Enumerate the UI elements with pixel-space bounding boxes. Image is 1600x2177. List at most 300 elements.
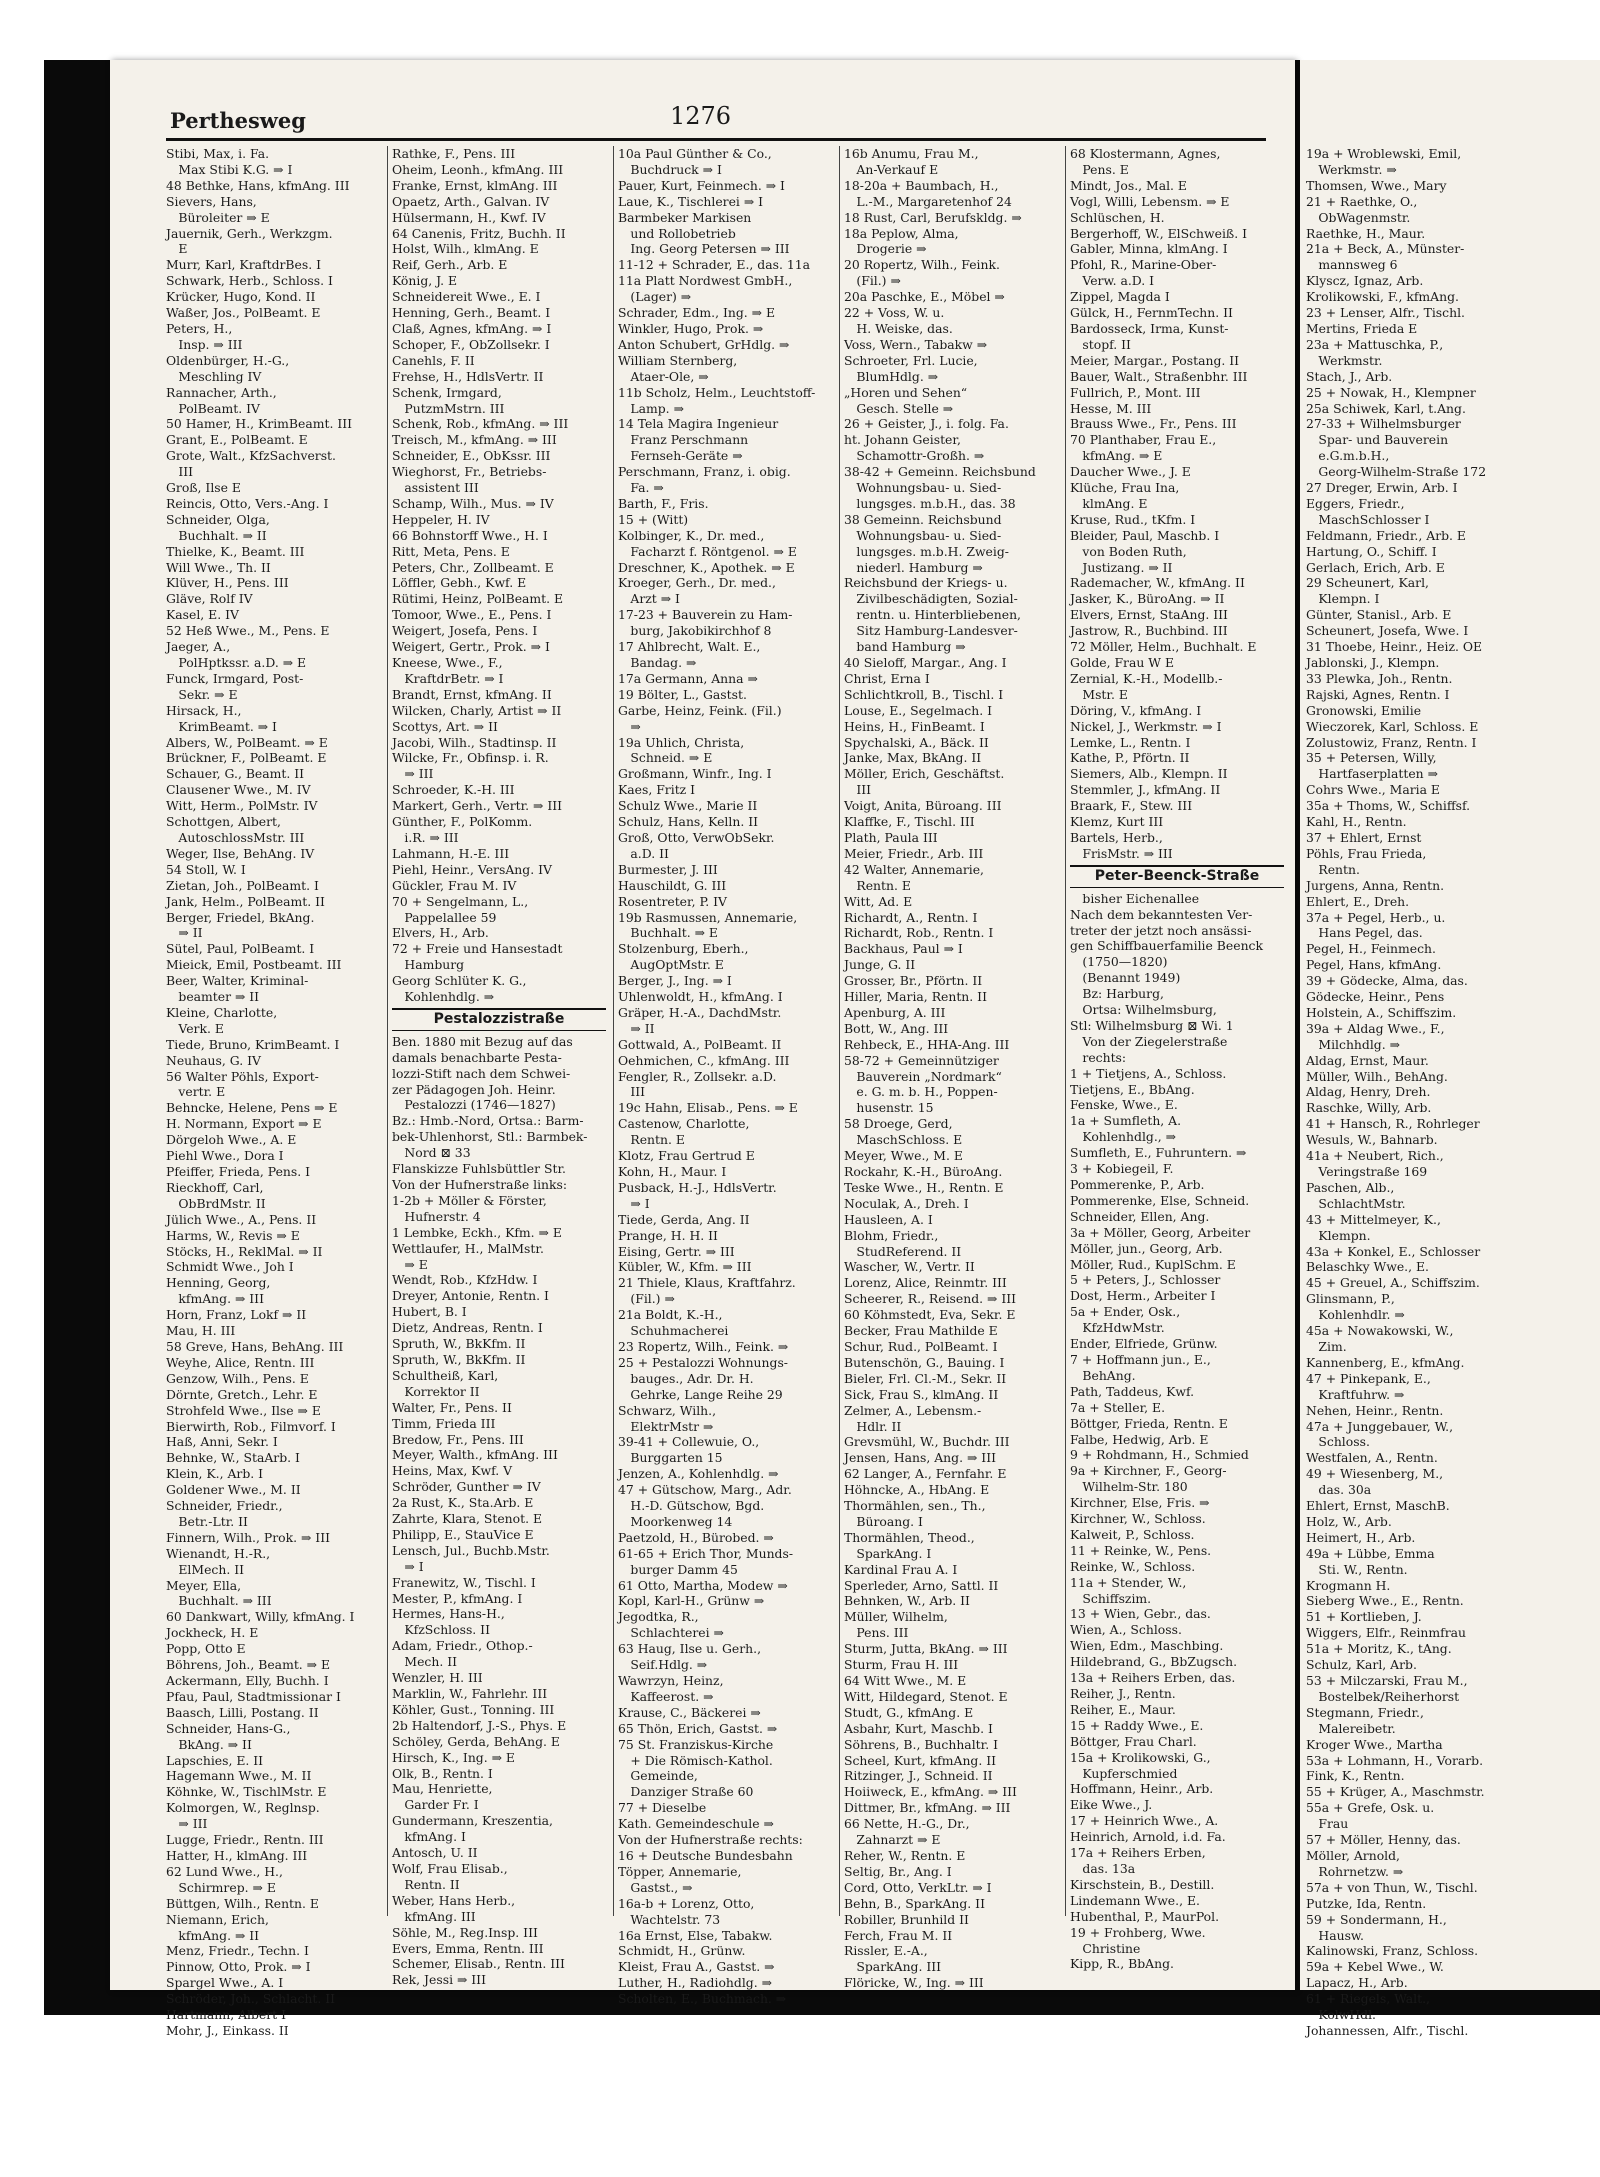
directory-entry-line: Schottgen, Albert, — [166, 814, 281, 830]
directory-entry-line: PolBeamt. IV — [166, 400, 260, 416]
directory-entry-line: Stöcks, H., ReklMal. ⇒ II — [166, 1243, 323, 1259]
directory-entry-line: Kardinal Frau A. I — [844, 1561, 958, 1577]
directory-entry-line: AugOptMstr. E — [618, 957, 724, 973]
directory-entry-line: Frau — [1306, 1816, 1349, 1832]
directory-entry-line: Waßer, Jos., PolBeamt. E — [166, 305, 321, 321]
directory-entry-line: 37a + Pegel, Herb., u. — [1306, 909, 1446, 925]
directory-entry-line: 70 + Sengelmann, L., — [392, 893, 529, 909]
directory-entry-line: Kupferschmied — [1070, 1765, 1178, 1781]
directory-entry-line: Büttgen, Wilh., Rentn. E — [166, 1895, 319, 1911]
directory-entry-line: Schmidt, H., Grünw. — [618, 1943, 746, 1959]
directory-entry-line: 43a + Konkel, E., Schlosser — [1306, 1243, 1481, 1259]
directory-entry-line: Meyer, Wwe., M. E — [844, 1148, 963, 1164]
directory-entry-line: Klaffke, F., Tischl. III — [844, 814, 975, 830]
directory-entry-line: Rockahr, K.-H., BüroAng. — [844, 1164, 1003, 1179]
directory-entry-line: Bz: Harburg, — [1070, 986, 1164, 1002]
directory-entry-line: Aldag, Ernst, Maur. — [1306, 1052, 1429, 1068]
directory-entry-line: 13a + Reihers Erben, das. — [1070, 1670, 1236, 1686]
directory-entry-line: Schlachterei ⇒ — [618, 1625, 724, 1641]
directory-entry-line: Schneid. ⇒ E — [618, 750, 713, 766]
directory-entry-line: Philipp, E., StauVice E — [392, 1526, 534, 1542]
directory-entry-line: Kolbinger, K., Dr. med., — [618, 527, 765, 543]
directory-entry-line: Cohrs Wwe., Maria E — [1306, 782, 1440, 798]
page-number: 1276 — [670, 102, 732, 130]
directory-entry-line: Dittmer, Br., kfmAng. ⇒ III — [844, 1800, 1011, 1816]
directory-entry-line: 61 Otto, Martha, Modew ⇒ — [618, 1577, 788, 1593]
directory-entry-line: BkAng. ⇒ II — [166, 1736, 252, 1752]
directory-entry-line: Laue, K., Tischlerei ⇒ I — [618, 193, 764, 209]
directory-entry-line: 59 + Sondermann, H., — [1306, 1911, 1447, 1927]
directory-entry-line: kfmAng. III — [392, 1908, 476, 1924]
directory-entry-line: Buchhalt. ⇒ III — [166, 1593, 272, 1609]
directory-entry-line: 47a + Junggebauer, W., — [1306, 1418, 1454, 1434]
directory-entry-line: Pappelallee 59 — [392, 909, 497, 925]
directory-entry-line: Groß, Ilse E — [166, 480, 241, 496]
directory-entry-line: 11a Platt Nordwest GmbH., — [618, 273, 793, 289]
directory-entry-line: Scholten, E., Buchmach. ⇒ — [618, 1991, 787, 2007]
directory-entry-line: Evers, Emma, Rentn. III — [392, 1940, 544, 1956]
directory-entry-line: Jurgens, Anna, Rentn. — [1306, 877, 1445, 893]
directory-entry-line: Max Stibi K.G. ⇒ I — [166, 161, 293, 177]
directory-entry-line: Günter, Stanisl., Arb. E — [1306, 607, 1452, 623]
directory-entry-line: Schneider, Ellen, Ang. — [1070, 1208, 1210, 1224]
directory-entry-line: kfmAng. ⇒ E — [1070, 448, 1163, 464]
directory-entry-line: Jacobi, Wilh., Stadtinsp. II — [392, 734, 557, 750]
directory-entry-line: Betr.-Ltr. II — [166, 1513, 248, 1529]
directory-entry-line: Rajski, Agnes, Rentn. I — [1306, 686, 1450, 702]
directory-entry-line: Feldmann, Friedr., Arb. E — [1306, 527, 1466, 543]
directory-entry-line: 72 Möller, Helm., Buchhalt. E — [1070, 639, 1257, 655]
directory-entry-line: Burggarten 15 — [618, 1450, 723, 1466]
directory-entry-line: PolHptkssr. a.D. ⇒ E — [166, 655, 307, 670]
directory-entry-line: Peters, Chr., Zollbeamt. E — [392, 559, 554, 575]
directory-entry-line: 70 Planthaber, Frau E., — [1070, 432, 1217, 448]
directory-entry-line: Jasker, K., BüroAng. ⇒ II — [1070, 591, 1225, 607]
directory-entry-line: Müller, Wilhelm, — [844, 1609, 948, 1625]
directory-entry-line: Blohm, Friedr., — [844, 1227, 939, 1243]
directory-entry-line: burg, Jakobikirchhof 8 — [618, 623, 772, 639]
directory-entry-line: Reincis, Otto, Vers.-Ang. I — [166, 495, 329, 511]
directory-entry-line: Veringstraße 169 — [1306, 1164, 1428, 1179]
directory-entry-line: Falbe, Hedwig, Arb. E — [1070, 1431, 1209, 1447]
directory-entry-line: Spruth, W., BkKfm. II — [392, 1336, 526, 1352]
directory-entry-line: 42 Walter, Annemarie, — [844, 861, 984, 877]
directory-entry-line: Jülich Wwe., A., Pens. II — [166, 1211, 317, 1227]
directory-entry-line: Eggers, Friedr., — [1306, 495, 1405, 511]
directory-entry-line: Schwark, Herb., Schloss. I — [166, 273, 333, 289]
directory-entry-line: Buchdruck ⇒ I — [618, 161, 722, 177]
directory-entry-line: Weber, Hans Herb., — [392, 1892, 516, 1908]
directory-entry-line: 43 + Mittelmeyer, K., — [1306, 1211, 1441, 1227]
directory-entry-line: Albers, W., PolBeamt. ⇒ E — [166, 734, 328, 750]
directory-entry-line: Wolf, Frau Elisab., — [392, 1860, 508, 1876]
directory-entry-line: Henning, Gerh., Beamt. I — [392, 305, 551, 321]
directory-entry-line: PutzmMstrn. III — [392, 400, 505, 416]
directory-entry-line: Verk. E — [166, 1020, 224, 1036]
directory-entry-line: Stibi, Max, i. Fa. — [166, 146, 270, 161]
directory-entry-line: Bartels, Herb., — [1070, 829, 1163, 845]
directory-entry-line: Vogl, Willi, Lebensm. ⇒ E — [1070, 193, 1230, 209]
directory-column-5 — [1070, 146, 1284, 1972]
directory-entry-line: Sick, Frau S., klmAng. II — [844, 1386, 999, 1402]
directory-entry-line: Sütel, Paul, PolBeamt. I — [166, 941, 315, 957]
directory-entry-line: Christ, Erna I — [844, 670, 930, 686]
directory-entry-line: Eising, Gertr. ⇒ III — [618, 1243, 735, 1259]
directory-entry-line: Hausw. — [1306, 1927, 1364, 1943]
directory-entry-line: Mohr, J., Einkass. II — [166, 2022, 289, 2038]
directory-entry-line: Ehlert, Ernst, MaschB. — [1306, 1498, 1450, 1514]
directory-entry-line: Markert, Gerh., Vertr. ⇒ III — [392, 798, 563, 814]
directory-entry-line: Zahrte, Klara, Stenot. E — [392, 1511, 543, 1527]
directory-entry-line: Kirschstein, B., Destill. — [1070, 1876, 1215, 1892]
directory-entry-line: Spruth, W., BkKfm. II — [392, 1351, 526, 1367]
directory-entry-line: Ferch, Frau M. II — [844, 1927, 953, 1943]
directory-entry-line: Jensen, Hans, Ang. ⇒ III — [844, 1450, 996, 1466]
directory-entry-line: band Hamburg ⇒ — [844, 639, 966, 655]
directory-entry-line: Thielke, K., Beamt. III — [166, 543, 305, 559]
directory-entry-line: Georg Schlüter K. G., — [392, 973, 527, 989]
directory-entry-line: Burmester, J. III — [618, 861, 718, 877]
directory-entry-line: Bandag. ⇒ — [618, 655, 697, 670]
directory-entry-line: Werkmstr. ⇒ — [1306, 161, 1397, 177]
directory-entry-line: Genzow, Wilh., Pens. E — [166, 1370, 309, 1386]
directory-entry-line: Backhaus, Paul ⇒ I — [844, 941, 963, 957]
directory-entry-line: Teske Wwe., H., Rentn. E — [844, 1179, 1004, 1195]
directory-entry-line: Kaffeerost. ⇒ — [618, 1688, 714, 1704]
directory-entry-line: Schmidt Wwe., Joh I — [166, 1259, 294, 1275]
directory-entry-line: Strohfeld Wwe., Ilse ⇒ E — [166, 1402, 321, 1418]
directory-entry-line: Pegel, H., Feinmech. — [1306, 941, 1436, 957]
directory-entry-line: niederl. Hamburg ⇒ — [844, 559, 983, 575]
directory-entry-line: (Benannt 1949) — [1070, 970, 1181, 986]
directory-entry-line: Adam, Friedr., Othop.- — [392, 1638, 533, 1654]
directory-entry-line: Pens. E — [1070, 161, 1129, 177]
directory-entry-line: Nickel, J., Werkmstr. ⇒ I — [1070, 718, 1222, 734]
directory-entry-line: Schröder, Joh., Schlacht. II — [166, 1991, 336, 2007]
directory-entry-line: Wienandt, H.-R., — [166, 1545, 271, 1561]
directory-entry-line: burger Damm 45 — [618, 1561, 738, 1577]
directory-entry-line: Ritt, Meta, Pens. E — [392, 543, 510, 559]
directory-entry-line: Piehl, Heinr., VersAng. IV — [392, 861, 552, 877]
directory-entry-line: Büroleiter ⇒ E — [166, 209, 270, 225]
directory-entry-line: Rosentreter, P. IV — [618, 893, 727, 909]
directory-entry-line: 77 + Dieselbe — [618, 1800, 707, 1816]
directory-entry-line: Weger, Ilse, BehAng. IV — [166, 845, 315, 861]
directory-entry-line: Uhlenwoldt, H., kfmAng. I — [618, 989, 783, 1005]
directory-entry-line: 52 Heß Wwe., M., Pens. E — [166, 623, 330, 639]
directory-entry-line: Mieick, Emil, Postbeamt. III — [166, 957, 342, 973]
directory-entry-line: Richardt, Rob., Rentn. I — [844, 925, 994, 941]
directory-entry-line: Meyer, Ella, — [166, 1577, 242, 1593]
directory-entry-line: 35a + Thoms, W., Schiffsf. — [1306, 798, 1471, 814]
directory-entry-line: Buchhalt. ⇒ II — [166, 527, 267, 543]
directory-entry-line: Mech. II — [392, 1654, 457, 1670]
directory-entry-line: Wesuls, W., Bahnarb. — [1306, 1132, 1438, 1148]
directory-entry-line: Wien, Edm., Maschbing. — [1070, 1638, 1224, 1654]
directory-entry-line: III — [166, 464, 194, 480]
directory-entry-line: Elvers, Ernst, StaAng. III — [1070, 607, 1228, 623]
directory-entry-line: Jegodtka, R., — [618, 1609, 699, 1625]
directory-entry-line: 9 + Rohdmann, H., Schmied — [1070, 1447, 1249, 1463]
directory-entry-line: 3a + Möller, Georg, Arbeiter — [1070, 1224, 1251, 1240]
directory-entry-line: Jaeger, A., — [166, 639, 231, 655]
directory-entry-line: Hauschildt, G. III — [618, 877, 727, 893]
directory-entry-line: Glinsmann, P., — [1306, 1291, 1395, 1307]
directory-entry-line: zer Pädagogen Joh. Heinr. — [392, 1081, 556, 1097]
directory-entry-line: Brandt, Ernst, kfmAng. II — [392, 686, 552, 702]
directory-entry-line: Kroger Wwe., Martha — [1306, 1736, 1443, 1752]
street-header: Perthesweg — [170, 108, 306, 133]
directory-entry-line: Sumfleth, E., Fuhruntern. ⇒ — [1070, 1145, 1247, 1161]
directory-entry-line: Werkmstr. — [1306, 352, 1383, 368]
directory-entry-line: (Lager) ⇒ — [618, 289, 692, 305]
directory-entry-line: Rieckhoff, Carl, — [166, 1179, 264, 1195]
directory-entry-line: Belaschky Wwe., E. — [1306, 1259, 1429, 1275]
directory-entry-line: stopf. II — [1070, 336, 1131, 352]
directory-entry-line: Funck, Irmgard, Post- — [166, 670, 304, 686]
directory-entry-line: Zim. — [1306, 1338, 1347, 1354]
directory-entry-line: Sti. W., Rentn. — [1306, 1561, 1408, 1577]
directory-entry-line: Hubenthal, P., MaurPol. — [1070, 1908, 1220, 1924]
directory-entry-line: 54 Stoll, W. I — [166, 861, 246, 877]
directory-entry-line: MaschSchloss. E — [844, 1132, 963, 1148]
directory-entry-line: Jockheck, H. E — [166, 1625, 259, 1641]
directory-entry-line: Lahmann, H.-E. III — [392, 845, 510, 861]
directory-entry-line: Kübler, W., Kfm. ⇒ III — [618, 1259, 752, 1275]
directory-entry-line: Schneidereit Wwe., E. I — [392, 289, 541, 305]
directory-entry-line: Weigert, Josefa, Pens. I — [392, 623, 538, 639]
directory-entry-line: Fink, K., Rentn. — [1306, 1768, 1405, 1784]
directory-entry-line: Pens. III — [844, 1625, 909, 1641]
directory-entry-line: Weigert, Gertr., Prok. ⇒ I — [392, 639, 550, 655]
directory-entry-line: Pinnow, Otto, Prok. ⇒ I — [166, 1959, 311, 1975]
directory-entry-line: 3 + Kobiegeil, F. — [1070, 1161, 1174, 1177]
directory-entry-line: Will Wwe., Th. II — [166, 559, 271, 575]
directory-entry-line: Böttger, Frau Charl. — [1070, 1733, 1197, 1749]
directory-entry-line: Schloss. — [1306, 1434, 1370, 1450]
directory-entry-line: Paschen, Alb., — [1306, 1179, 1395, 1195]
directory-entry-line: Gemeinde, — [618, 1768, 698, 1784]
directory-entry-line: 33 Plewka, Joh., Rentn. — [1306, 670, 1453, 686]
directory-entry-line: Treisch, M., kfmAng. ⇒ III — [392, 432, 557, 448]
directory-entry-line: Klempn. I — [1306, 591, 1380, 607]
directory-entry-line: ⇒ II — [166, 925, 203, 941]
directory-entry-line: 60 Köhmstedt, Eva, Sekr. E — [844, 1307, 1016, 1323]
directory-entry-line: Müller, Wilh., BehAng. — [1306, 1068, 1448, 1084]
directory-entry-line: Castenow, Charlotte, — [618, 1116, 750, 1132]
directory-entry-line: Großmann, Winfr., Ing. I — [618, 766, 772, 782]
directory-entry-line: Lugge, Friedr., Rentn. III — [166, 1832, 324, 1848]
directory-entry-line: 29 Scheunert, Karl, — [1306, 575, 1429, 591]
directory-entry-line: Flanskizze Fuhlsbüttler Str. — [392, 1161, 566, 1177]
directory-entry-line: Schneider, Friedr., — [166, 1498, 283, 1514]
directory-entry-line: 45 + Greuel, A., Schiffszim. — [1306, 1275, 1480, 1291]
directory-entry-line: Klotz, Frau Gertrud E — [618, 1148, 755, 1164]
directory-entry-line: Pommerenke, P., Arb. — [1070, 1177, 1205, 1192]
directory-entry-line: Bostelbek/Reiherhorst — [1306, 1688, 1460, 1704]
directory-entry-line: Kath. Gemeindeschule ⇒ — [618, 1816, 774, 1832]
directory-entry-line: ObWagenmstr. — [1306, 209, 1411, 225]
directory-entry-line: Stach, J., Arb. — [1306, 368, 1393, 384]
directory-entry-line: 27 Dreger, Erwin, Arb. I — [1306, 480, 1458, 496]
directory-entry-line: Löffler, Gebh., Kwf. E — [392, 575, 527, 591]
directory-entry-line: Thormählen, Theod., — [844, 1529, 975, 1545]
directory-entry-line: 10a Paul Günther & Co., — [618, 146, 772, 161]
directory-entry-line: Schroeter, Frl. Lucie, — [844, 352, 978, 368]
directory-entry-line: KolwHdl. — [1306, 2007, 1376, 2023]
directory-entry-line: Reichsbund der Kriegs- u. — [844, 575, 1008, 591]
directory-entry-line: 1 + Tietjens, A., Schloss. — [1070, 1065, 1227, 1081]
directory-entry-line: Kirchner, Else, Fris. ⇒ — [1070, 1495, 1210, 1511]
directory-entry-line: Wascher, W., Vertr. II — [844, 1259, 975, 1275]
directory-entry-line: 53a + Lohmann, H., Vorarb. — [1306, 1752, 1484, 1768]
directory-entry-line: Zolustowiz, Franz, Rentn. I — [1306, 734, 1477, 750]
directory-entry-line: Seif.Hdlg. ⇒ — [618, 1657, 708, 1673]
directory-entry-line: 62 Lund Wwe., H., — [166, 1863, 283, 1879]
directory-entry-line: H. Normann, Export ⇒ E — [166, 1116, 322, 1132]
directory-entry-line: StudReferend. II — [844, 1243, 962, 1259]
directory-entry-line: KfzHdwMstr. — [1070, 1320, 1165, 1336]
directory-entry-line: Daucher Wwe., J. E — [1070, 464, 1191, 480]
directory-entry-line: SparkAng. I — [844, 1545, 932, 1561]
directory-entry-line: 11 + Reinke, W., Pens. — [1070, 1542, 1212, 1558]
directory-entry-line: Franewitz, W., Tischl. I — [392, 1574, 536, 1590]
directory-entry-line: 15 + (Witt) — [618, 511, 689, 527]
directory-entry-line: Schoper, F., ObZollsekr. I — [392, 336, 550, 352]
adjacent-page — [1300, 60, 1600, 2038]
directory-entry-line: lungsges. m.b.H., das. 38 — [844, 495, 1016, 511]
directory-entry-line: 66 Nette, H.-G., Dr., — [844, 1816, 970, 1832]
directory-entry-line: Kirchner, W., Schloss. — [1070, 1511, 1206, 1527]
directory-entry-line: Jastrow, R., Buchbind. III — [1070, 623, 1228, 639]
column-divider — [1065, 146, 1066, 1916]
directory-entry-line: Ben. 1880 mit Bezug auf das — [392, 1033, 573, 1049]
directory-entry-line: 35 + Petersen, Willy, — [1306, 750, 1437, 766]
street-section-title: Pestalozzistraße — [392, 1008, 606, 1031]
directory-entry-line: Lamp. ⇒ — [618, 400, 684, 416]
directory-entry-line: Grant, E., PolBeamt. E — [166, 432, 308, 448]
directory-entry-line: 25 + Nowak, H., Klempner — [1306, 384, 1476, 400]
directory-entry-line: Kleine, Charlotte, — [166, 1004, 278, 1020]
directory-entry-line: 39 + Gödecke, Alma, das. — [1306, 973, 1468, 989]
directory-entry-line: Clausener Wwe., M. IV — [166, 782, 311, 798]
directory-entry-line: 58-72 + Gemeinnütziger — [844, 1052, 999, 1068]
directory-entry-line: 22 + Voss, W. u. — [844, 305, 945, 321]
street-section-title: Peter-Beenck-Straße — [1070, 865, 1284, 888]
directory-entry-line: Oehmichen, C., kfmAng. III — [618, 1052, 790, 1068]
directory-entry-line: Thomsen, Wwe., Mary — [1306, 177, 1447, 193]
directory-entry-line: AutoschlossMstr. III — [166, 829, 305, 845]
directory-entry-line: Kohlenhdlr. ⇒ — [1306, 1307, 1405, 1323]
directory-entry-line: Berger, J., Ing. ⇒ I — [618, 973, 732, 989]
directory-entry-line: Bardosseck, Irma, Kunst- — [1070, 320, 1229, 336]
directory-entry-line: Klemz, Kurt III — [1070, 814, 1164, 830]
directory-entry-line: Krogmann H. — [1306, 1577, 1391, 1593]
directory-entry-line: Jauernik, Gerh., Werkzgm. — [166, 225, 333, 241]
directory-entry-line: Finnern, Wilh., Prok. ⇒ III — [166, 1529, 330, 1545]
directory-entry-line: Gödecke, Heinr., Pens — [1306, 989, 1445, 1005]
directory-entry-line: Kannenberg, E., kfmAng. — [1306, 1354, 1465, 1370]
directory-entry-line: 13 + Wien, Gebr., das. — [1070, 1606, 1211, 1622]
directory-entry-line: Schamottr-Großh. ⇒ — [844, 448, 985, 464]
directory-entry-line: 37 + Ehlert, Ernst — [1306, 829, 1422, 845]
directory-entry-line: Barmbeker Markisen — [618, 209, 752, 225]
directory-entry-line: Rannacher, Arth., — [166, 384, 277, 400]
directory-entry-line: Schur, Rud., PolBeamt. I — [844, 1338, 998, 1354]
directory-entry-line: treter der jetzt noch ansässi- — [1070, 922, 1252, 938]
directory-entry-line: Köhler, Gust., Tonning. III — [392, 1701, 555, 1717]
directory-entry-line: Heins, Max, Kwf. V — [392, 1463, 513, 1479]
directory-entry-line: ht. Johann Geister, — [844, 432, 961, 448]
directory-entry-line: Pusback, H.-J., HdlsVertr. — [618, 1179, 777, 1195]
directory-entry-line: 68 Klostermann, Agnes, — [1070, 146, 1221, 161]
directory-entry-line: Perschmann, Franz, i. obig. — [618, 464, 791, 480]
directory-entry-line: kfmAng. I — [392, 1829, 466, 1845]
directory-entry-line: 19 + Frohberg, Wwe. — [1070, 1924, 1206, 1940]
directory-entry-line: Noculak, A., Dreh. I — [844, 1195, 969, 1211]
directory-entry-line: Dost, Herm., Arbeiter I — [1070, 1288, 1216, 1304]
directory-entry-line: Ender, Elfriede, Grünw. — [1070, 1336, 1218, 1352]
directory-entry-line: Rathke, F., Pens. III — [392, 146, 516, 161]
directory-entry-line: 51a + Moritz, K., tAng. — [1306, 1641, 1452, 1657]
directory-entry-line: 1a + Sumfleth, A. — [1070, 1113, 1182, 1129]
directory-entry-line: E — [166, 241, 188, 257]
directory-entry-line: Sturm, Frau H. III — [844, 1657, 959, 1673]
directory-entry-line: Lindemann Wwe., E. — [1070, 1892, 1200, 1908]
directory-entry-line: Raethke, H., Maur. — [1306, 225, 1426, 241]
directory-entry-line: Claß, Agnes, kfmAng. ⇒ I — [392, 320, 552, 336]
directory-entry-line: Hufnerstr. 4 — [392, 1208, 481, 1224]
directory-entry-line: 5 + Peters, J., Schlosser — [1070, 1272, 1221, 1288]
directory-entry-line: ⇒ I — [392, 1558, 424, 1574]
directory-entry-line: 17 + Heinrich Wwe., A. — [1070, 1813, 1219, 1829]
directory-entry-line: Pfau, Paul, Stadtmissionar I — [166, 1688, 341, 1704]
directory-entry-line: e. G. m. b. H., Poppen- — [844, 1084, 998, 1100]
directory-entry-line: Hirsch, K., Ing. ⇒ E — [392, 1749, 515, 1765]
directory-entry-line: Wettlaufer, H., MalMstr. — [392, 1240, 544, 1256]
directory-entry-line: 2b Haltendorf, J.-S., Phys. E — [392, 1717, 567, 1733]
directory-entry-line: Wilcke, Fr., Obfinsp. i. R. — [392, 750, 549, 766]
directory-entry-line: 53 + Milczarski, Frau M., — [1306, 1673, 1468, 1688]
directory-entry-line: 16 + Deutsche Bundesbahn — [618, 1847, 793, 1863]
directory-entry-line: Mau, H. III — [166, 1323, 236, 1339]
directory-entry-line: Elvers, H., Arb. — [392, 925, 489, 941]
directory-entry-line: Facharzt f. Röntgenol. ⇒ E — [618, 543, 797, 559]
directory-entry-line: Thormählen, sen., Th., — [844, 1498, 986, 1514]
directory-entry-line: Pestalozzi (1746—1827) — [392, 1097, 556, 1113]
directory-entry-line: 38 Gemeinn. Reichsbund — [844, 511, 1002, 527]
directory-entry-line: Gerlach, Erich, Arb. E — [1306, 559, 1445, 575]
directory-entry-line: von Boden Ruth, — [1070, 543, 1187, 559]
directory-entry-line: das. 13a — [1070, 1860, 1136, 1876]
directory-entry-line: L.-M., Margaretenhof 24 — [844, 193, 1012, 209]
directory-entry-line: Scheunert, Josefa, Wwe. I — [1306, 623, 1469, 639]
directory-entry-line: Kopl, Karl-H., Grünw ⇒ — [618, 1593, 765, 1609]
directory-entry-line: Apenburg, A. III — [844, 1004, 946, 1020]
directory-entry-line: Spargel Wwe., A. I — [166, 1975, 284, 1991]
directory-entry-line: Ing. Georg Petersen ⇒ III — [618, 241, 790, 257]
directory-entry-line: Wawrzyn, Heinz, — [618, 1673, 724, 1688]
directory-entry-line: 39a + Aldag Wwe., F., — [1306, 1020, 1445, 1036]
directory-entry-line: Scheel, Kurt, kfmAng. II — [844, 1752, 997, 1768]
directory-entry-line: 59a + Kebel Wwe., W. — [1306, 1959, 1444, 1975]
directory-entry-line: Drogerie ⇒ — [844, 241, 927, 257]
directory-entry-line: 19 Bölter, L., Gastst. — [618, 686, 747, 702]
directory-entry-line: Weyhe, Alice, Rentn. III — [166, 1354, 315, 1370]
directory-entry-line: Hülsermann, H., Kwf. IV — [392, 209, 546, 225]
directory-entry-line: Insp. ⇒ III — [166, 336, 243, 352]
directory-entry-line: ElektrMstr ⇒ — [618, 1418, 714, 1434]
